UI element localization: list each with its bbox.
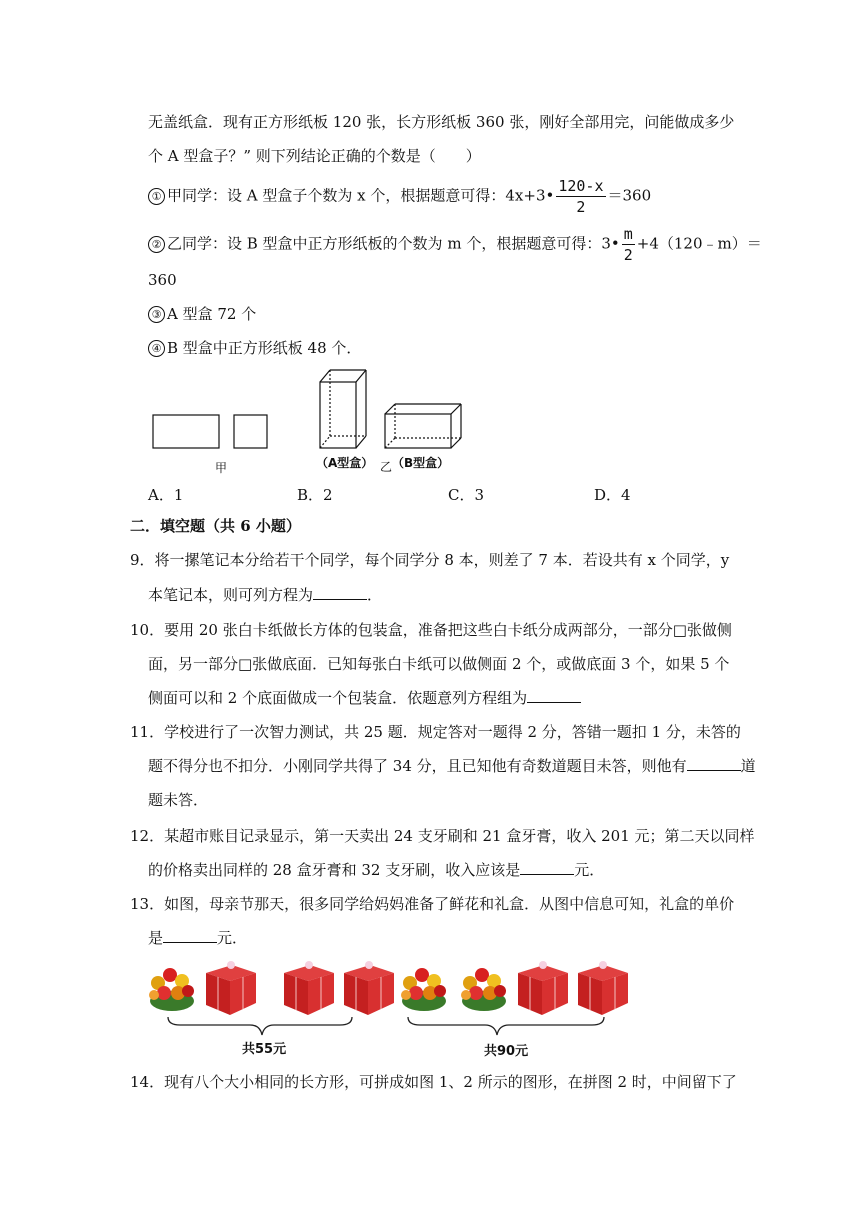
left-brace: [168, 1017, 352, 1035]
fig-label-b-box: （B型盒）: [392, 456, 450, 470]
q8-statement-3: ③ A 型盒 72 个: [148, 304, 256, 324]
q9-line2: 本笔记本，则可列方程为 ．: [148, 586, 383, 604]
q8-line2: 个 A 型盒子？” 则下列结论正确的个数是（ ）: [148, 147, 481, 165]
q8-statement-2-cont: 360: [148, 271, 177, 289]
fraction-1: $\frac{120-x}{2}$: [558, 177, 604, 216]
circled-2: ②: [148, 236, 165, 253]
label-right-total: 共90元: [484, 1044, 529, 1059]
label-left-total: 共55元: [242, 1042, 287, 1057]
gift-box-icon: [578, 961, 628, 1015]
flower-icon: [461, 968, 506, 1011]
choice-d: D．4: [594, 486, 631, 504]
q11-line2: 题不得分也不扣分．小刚同学共得了 34 分，且已知他有奇数道题目未答，则他有 道: [148, 757, 756, 775]
section-title: 二．填空题（共 6 小题）: [130, 517, 301, 535]
q13-line2: 是 元．: [148, 929, 248, 947]
gift-box-icon: [206, 961, 256, 1015]
fig-label-yi: 乙: [380, 460, 393, 474]
flower-icon: [149, 968, 194, 1011]
q10-line2: 面，另一部分□张做底面．已知每张白卡纸可以做侧面 2 个，或做底面 3 个，如果 5 个: [148, 655, 730, 673]
gift-box-icon: [344, 961, 394, 1015]
q14-line1: 14．现有八个大小相同的长方形，可拼成如图 1、2 所示的图形，在拼图 2 时，中间留下了: [130, 1073, 737, 1091]
q12-line2: 的价格卖出同样的 28 盒牙膏和 32 支牙刷，收入应该是 元．: [148, 861, 605, 879]
q9-line1: 9．将一摞笔记本分给若干个同学，每个同学分 8 本，则差了 7 本．若设共有 x 个同学，y: [130, 551, 730, 569]
circled-1: ①: [148, 188, 165, 205]
answer-blank: [313, 585, 367, 600]
q10-line3: 侧面可以和 2 个底面做成一个包装盒．依题意列方程组为: [148, 688, 581, 708]
choice-c: C．3: [448, 486, 485, 504]
gift-box-icon: [518, 961, 568, 1015]
rectangle-board: [153, 415, 219, 448]
q8-line1: 无盖纸盒．现有正方形纸板 120 张，长方形纸板 360 张，刚好全部用完，问能做成多少: [148, 113, 735, 131]
q11-line3: 题未答．: [148, 791, 209, 809]
answer-blank: [163, 928, 217, 943]
circled-3: ③: [148, 306, 165, 323]
fraction-2: $\frac{m}{2}$: [623, 225, 633, 264]
b-type-box: [385, 404, 461, 448]
q8-statement-2: ② 乙同学：设 B 型盒中正方形纸板的个数为 m 个，根据题意可得：3• $\frac{m}{2}$ +4（120﹣m）＝: [148, 224, 762, 265]
answer-blank: [527, 688, 581, 703]
square-board: [234, 415, 267, 448]
gift-box-icon: [284, 961, 334, 1015]
answer-blank: [687, 756, 741, 771]
choice-a: A．1: [148, 486, 184, 504]
answer-blank: [520, 860, 574, 875]
fig-label-a-box: （A型盒）: [316, 456, 374, 470]
flower-icon: [401, 968, 446, 1011]
fig-label-jia: 甲: [215, 461, 228, 475]
circled-4: ④: [148, 340, 165, 357]
a-type-box: [320, 370, 366, 448]
q8-statement-4: ④ B 型盒中正方形纸板 48 个．: [148, 338, 361, 358]
choice-b: B．2: [297, 486, 333, 504]
q13-line1: 13．如图，母亲节那天，很多同学给妈妈准备了鲜花和礼盒．从图中信息可知，礼盒的单价: [130, 895, 735, 913]
q8-statement-1: ① 甲同学：设 A 型盒子个数为 x 个，根据题意可得：4x+3• $\frac{120-x}{2}$ ＝360: [148, 176, 651, 217]
q10-line1: 10．要用 20 张白卡纸做长方体的包装盒，准备把这些白卡纸分成两部分，一部分□张做侧: [130, 621, 732, 639]
q12-line1: 12．某超市账目记录显示，第一天卖出 24 支牙刷和 21 盒牙膏，收入 201 元；第二天以同样: [130, 827, 755, 845]
right-brace: [408, 1017, 604, 1035]
q11-line1: 11．学校进行了一次智力测试，共 25 题．规定答对一题得 2 分，答错一题扣 1 分，未答的: [130, 723, 741, 741]
q13-figure: [140, 955, 640, 1065]
